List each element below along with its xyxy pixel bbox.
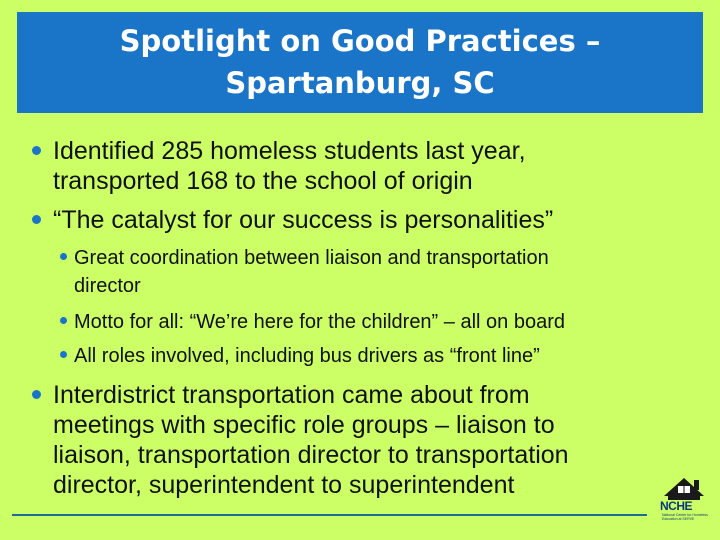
slide-title-line-1: Spotlight on Good Practices – <box>119 24 601 58</box>
bullet-item <box>53 205 693 235</box>
bullet-dot-icon <box>60 253 67 260</box>
bullet-text-line: “The catalyst for our success is personalities” <box>53 206 554 234</box>
sub-bullet-text-line: Motto for all: “We’re here for the children” – all on board <box>74 311 565 333</box>
bullet-item <box>53 136 693 196</box>
sub-bullet-item <box>74 308 694 336</box>
footer-divider <box>12 514 647 516</box>
bullet-text-line: director, superintendent to superintendent <box>53 471 515 499</box>
bullet-dot-icon <box>32 215 41 224</box>
bullet-item <box>53 380 693 500</box>
logo-wordmark: NCHE <box>660 499 693 513</box>
bullet-text-line: Interdistrict transportation came about from <box>53 381 530 409</box>
sub-bullet-item <box>74 342 694 370</box>
bullet-dot-icon <box>60 351 67 358</box>
bullet-dot-icon <box>32 390 41 399</box>
bullet-text-line: meetings with specific role groups – liaison to <box>53 411 555 439</box>
logo-subtitle: National Center for Homeless Education at SERVE <box>662 513 708 521</box>
sub-bullet-item <box>74 244 694 300</box>
sub-bullet-text-line: Great coordination between liaison and transportation <box>74 247 549 269</box>
bullet-text-line: transported 168 to the school of origin <box>53 167 473 195</box>
slide-title-line-2: Spartanburg, SC <box>225 66 495 100</box>
sub-bullet-text-line: director <box>74 275 141 297</box>
bullet-text-line: Identified 285 homeless students last year, <box>53 137 526 165</box>
bullet-dot-icon <box>60 317 67 324</box>
bullet-text-line: liaison, transportation director to transportation <box>53 441 569 469</box>
sub-bullet-text-line: All roles involved, including bus drivers as “front line” <box>74 345 540 367</box>
bullet-dot-icon <box>32 146 41 155</box>
